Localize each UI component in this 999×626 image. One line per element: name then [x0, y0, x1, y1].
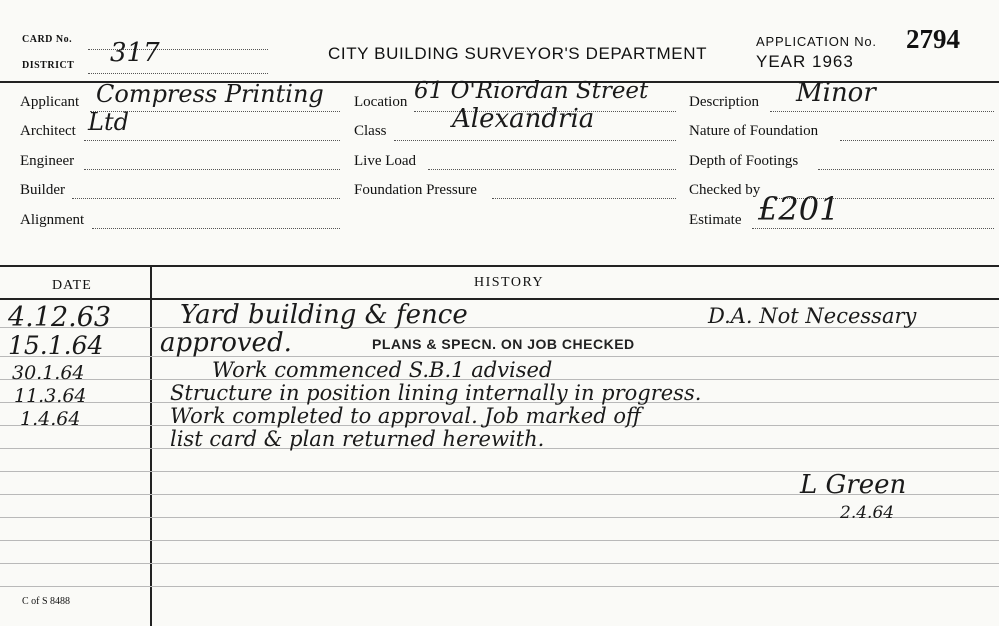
entry-text: Work completed to approval. Job marked off — [170, 404, 641, 428]
engineer-label: Engineer — [20, 153, 75, 169]
application-number: 2794 — [906, 24, 960, 54]
engineer-line — [84, 169, 340, 170]
signature: L Green — [800, 470, 907, 500]
location-label: Location — [354, 94, 408, 110]
ruled-line — [0, 356, 999, 357]
ruled-line — [0, 540, 999, 541]
live-load-label: Live Load — [354, 153, 417, 169]
description-value: Minor — [796, 78, 876, 108]
depth-of-footings-label: Depth of Footings — [689, 153, 799, 169]
entry-text: Work commenced S.B.1 advised — [212, 358, 553, 382]
application-label: APPLICATION No. — [756, 34, 877, 49]
district-line — [88, 73, 268, 74]
architect-label: Architect — [20, 123, 76, 139]
alignment-line — [92, 228, 340, 229]
department-title: CITY BUILDING SURVEYOR'S DEPARTMENT — [328, 44, 708, 63]
entry-text: list card & plan returned herewith. — [170, 427, 545, 451]
architect-line — [84, 140, 340, 141]
year-label: YEAR 1963 — [756, 52, 854, 71]
plans-checked-stamp: PLANS & SPECN. ON JOB CHECKED — [372, 336, 635, 352]
entry-text: Yard building & fence — [180, 300, 468, 330]
signature-date: 2.4.64 — [840, 503, 895, 523]
date-header: DATE — [52, 278, 92, 293]
estimate-value: £201 — [758, 190, 840, 228]
alignment-label: Alignment — [20, 212, 85, 228]
card-no-value: 317 — [110, 38, 160, 68]
builder-line — [72, 198, 340, 199]
architect-value: Ltd — [88, 108, 129, 136]
form-code: C of S 8488 — [22, 596, 71, 607]
entry-date: 30.1.64 — [12, 362, 85, 384]
ruled-line — [0, 563, 999, 564]
history-header-divider — [0, 298, 999, 300]
entry-note: D.A. Not Necessary — [708, 304, 917, 328]
live-load-line — [428, 169, 676, 170]
nature-of-foundation-line — [840, 140, 994, 141]
district-label: DISTRICT — [22, 60, 75, 71]
class-line — [394, 140, 676, 141]
estimate-line — [752, 228, 994, 229]
nature-of-foundation-label: Nature of Foundation — [689, 123, 819, 139]
ruled-line — [0, 586, 999, 587]
location-value: 61 O'Riordan Street — [414, 78, 649, 104]
depth-of-footings-line — [818, 169, 994, 170]
class-label: Class — [354, 123, 387, 139]
estimate-label: Estimate — [689, 212, 742, 228]
entry-date: 4.12.63 — [8, 302, 112, 333]
applicant-value: Compress Printing — [96, 80, 324, 108]
foundation-pressure-line — [492, 198, 676, 199]
builder-label: Builder — [20, 182, 65, 198]
date-column-divider — [150, 265, 152, 626]
description-label: Description — [689, 94, 759, 110]
entry-date: 11.3.64 — [14, 385, 87, 407]
description-line — [770, 111, 994, 112]
entry-date: 15.1.64 — [8, 331, 104, 360]
foundation-pressure-label: Foundation Pressure — [354, 182, 477, 198]
entry-date: 1.4.64 — [20, 408, 81, 430]
applicant-label: Applicant — [20, 94, 80, 110]
history-header: HISTORY — [474, 275, 545, 290]
entry-text: approved. — [160, 328, 292, 358]
class-value: Alexandria — [452, 104, 595, 134]
entry-text: Structure in position lining internally in progress. — [170, 381, 702, 405]
card-no-label: CARD No. — [22, 34, 73, 45]
checked-by-label: Checked by — [689, 182, 761, 198]
